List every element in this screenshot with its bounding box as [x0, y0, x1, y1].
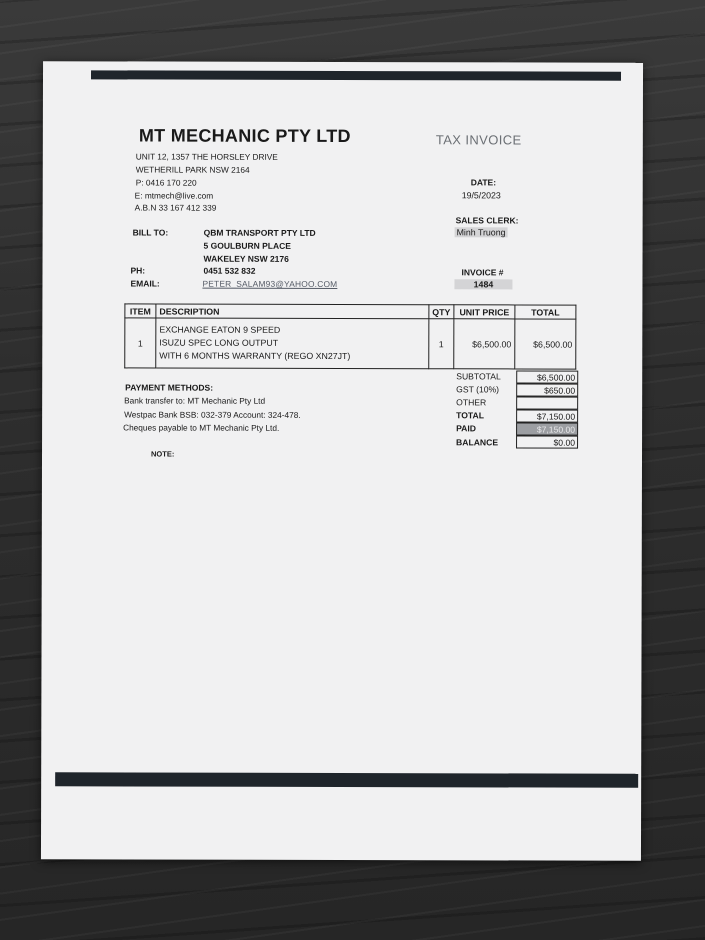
date-label: DATE:: [470, 177, 497, 188]
subtotal-label: SUBTOTAL: [456, 371, 501, 382]
gst-value: $650.00: [516, 383, 578, 396]
header-qty: QTY: [429, 305, 454, 319]
company-address-line1: UNIT 12, 1357 THE HORSLEY DRIVE: [135, 151, 278, 162]
row-description-line3: WITH 6 MONTHS WARRANTY (REGO XN27JT): [159, 350, 351, 362]
payment-methods-title: PAYMENT METHODS:: [125, 382, 214, 393]
gst-label: GST (10%): [456, 384, 500, 395]
sales-clerk-label: SALES CLERK:: [455, 215, 519, 226]
company-address-line2: WETHERILL PARK NSW 2164: [135, 164, 250, 175]
total-value: $7,150.00: [516, 409, 578, 422]
total-label: TOTAL: [456, 410, 484, 421]
row-description: [156, 318, 429, 369]
subtotal-value: $6,500.00: [516, 370, 578, 383]
row-total: $6,500.00: [515, 319, 576, 369]
table-header-row: [125, 304, 576, 319]
sales-clerk-value: Minh Truong: [456, 227, 506, 238]
row-description-line1: EXCHANGE EATON 9 SPEED: [159, 324, 281, 335]
company-phone: P: 0416 170 220: [135, 177, 197, 188]
invoice-paper: [41, 61, 643, 861]
header-item: ITEM: [125, 304, 156, 318]
date-value: 19/5/2023: [461, 190, 501, 201]
paid-label: PAID: [456, 423, 477, 434]
phone-value: 0451 532 832: [203, 265, 256, 276]
invoice-number-label: INVOICE #: [461, 267, 504, 278]
row-qty: 1: [429, 319, 454, 369]
top-header-bar: [91, 70, 621, 80]
phone-label: PH:: [130, 265, 146, 276]
header-total: TOTAL: [515, 305, 576, 319]
invoice-number-value: 1484: [454, 279, 512, 289]
row-description-line2: ISUZU SPEC LONG OUTPUT: [159, 337, 279, 348]
payment-line1: Bank transfer to: MT Mechanic Pty Ltd: [124, 395, 266, 406]
row-unit-price: $6,500.00: [454, 319, 515, 369]
bill-to-line1: QBM TRANSPORT PTY LTD: [203, 227, 316, 238]
row-item: 1: [125, 318, 156, 368]
bill-to-line3: WAKELEY NSW 2176: [203, 253, 289, 264]
balance-value: $0.00: [516, 435, 578, 448]
note-label: NOTE:: [151, 449, 175, 459]
payment-line3: Cheques payable to MT Mechanic Pty Ltd.: [123, 422, 280, 433]
company-abn: A.B.N 33 167 412 339: [134, 202, 217, 213]
header-description: DESCRIPTION: [156, 304, 429, 319]
bill-to-label: BILL TO:: [132, 227, 169, 238]
company-email: E: mtmech@live.com: [134, 190, 214, 201]
other-label: OTHER: [456, 397, 487, 408]
header-unit-price: UNIT PRICE: [454, 305, 515, 319]
other-value: [516, 396, 578, 409]
email-label: EMAIL:: [130, 278, 160, 289]
table-row: [125, 318, 576, 369]
bottom-footer-bar: [55, 772, 638, 788]
items-table: [124, 303, 576, 369]
document-title: TAX INVOICE: [435, 132, 522, 148]
balance-label: BALANCE: [456, 437, 499, 448]
payment-line2: Westpac Bank BSB: 032-379 Account: 324-478.: [124, 409, 301, 420]
bill-to-line2: 5 GOULBURN PLACE: [203, 240, 291, 251]
paid-value: $7,150.00: [516, 422, 578, 435]
company-name: MT MECHANIC PTY LTD: [138, 125, 351, 147]
email-value: PETER_SALAM93@YAHOO.COM: [202, 278, 338, 289]
